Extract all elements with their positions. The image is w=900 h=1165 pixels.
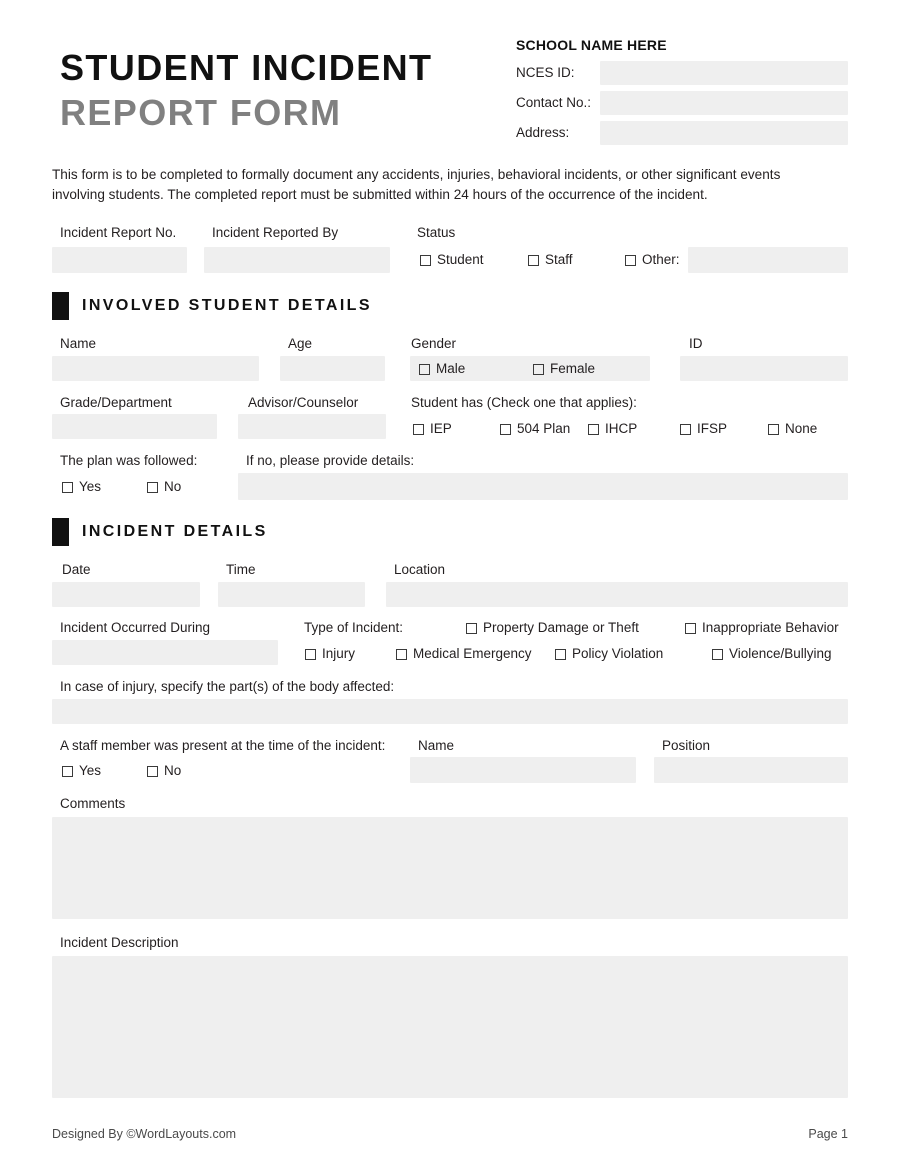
status-option-label: Student <box>437 252 484 267</box>
checkbox-icon <box>466 623 477 634</box>
checkbox-icon <box>419 364 430 375</box>
plan-followed-label: The plan was followed: <box>60 453 198 468</box>
status-other-field[interactable] <box>688 247 848 273</box>
incident-location-field[interactable] <box>386 582 848 607</box>
incident-type-option-label: Property Damage or Theft <box>483 620 639 635</box>
student-has-option-label: None <box>785 421 818 436</box>
gender-option-label: Male <box>436 361 466 376</box>
checkbox-icon <box>555 649 566 660</box>
checkbox-icon <box>420 255 431 266</box>
if-no-details-label: If no, please provide details: <box>246 453 415 468</box>
incident-time-label: Time <box>226 562 256 577</box>
status-option-label: Other: <box>642 252 680 267</box>
student-has-label: Student has (Check one that applies): <box>411 395 637 410</box>
incident-type-checkbox-inappropriate-behavior[interactable] <box>685 620 839 636</box>
checkbox-icon <box>533 364 544 375</box>
page-title-line1: STUDENT INCIDENT <box>60 47 433 88</box>
footer-designed-by: Designed By ©WordLayouts.com <box>52 1127 237 1141</box>
occurred-during-field[interactable] <box>52 640 278 665</box>
gender-checkbox-male[interactable] <box>419 361 465 377</box>
school-name-heading: SCHOOL NAME HERE <box>516 37 667 53</box>
plan-followed-checkbox-no[interactable] <box>147 479 181 495</box>
checkbox-icon <box>147 482 158 493</box>
page-title-line2: REPORT FORM <box>60 92 342 133</box>
incident-reported-by-label: Incident Reported By <box>212 225 339 240</box>
staff-present-option-label: No <box>164 763 182 778</box>
section-marker-bar-icon <box>52 292 69 320</box>
student-id-field[interactable] <box>680 356 848 381</box>
incident-type-checkbox-medical-emergency[interactable] <box>396 646 532 662</box>
section-marker-bar-icon <box>52 518 69 546</box>
type-of-incident-label: Type of Incident: <box>304 620 404 635</box>
staff-position-field[interactable] <box>654 757 848 783</box>
checkbox-icon <box>712 649 723 660</box>
status-checkbox-staff[interactable] <box>528 252 573 268</box>
checkbox-icon <box>413 424 424 435</box>
incident-type-option-label: Violence/Bullying <box>729 646 832 661</box>
grade-department-label: Grade/Department <box>60 395 172 410</box>
checkbox-icon <box>305 649 316 660</box>
incident-date-label: Date <box>62 562 91 577</box>
status-label: Status <box>417 225 456 240</box>
staff-present-checkbox-no[interactable] <box>147 763 181 779</box>
incident-type-checkbox-violence-bullying[interactable] <box>712 646 832 662</box>
if-no-details-field[interactable] <box>238 473 848 500</box>
checkbox-icon <box>625 255 636 266</box>
injury-body-part-field[interactable] <box>52 699 848 724</box>
student-name-field[interactable] <box>52 356 259 381</box>
section-heading-text: INCIDENT DETAILS <box>82 523 268 540</box>
incident-type-checkbox-injury[interactable] <box>305 646 355 662</box>
address-label: Address: <box>516 125 570 140</box>
incident-description-textarea[interactable] <box>52 956 848 1098</box>
incident-type-option-label: Medical Emergency <box>413 646 532 661</box>
checkbox-icon <box>685 623 696 634</box>
contact-no-field[interactable] <box>600 91 848 115</box>
contact-no-label: Contact No.: <box>516 95 592 110</box>
status-checkbox-other[interactable] <box>625 252 680 268</box>
incident-description-label: Incident Description <box>60 935 179 950</box>
checkbox-icon <box>588 424 599 435</box>
student-has-option-label: IFSP <box>697 421 728 436</box>
incident-type-option-label: Injury <box>322 646 356 661</box>
student-has-option-label: 504 Plan <box>517 421 571 436</box>
address-field[interactable] <box>600 121 848 145</box>
advisor-counselor-label: Advisor/Counselor <box>248 395 359 410</box>
student-has-option-label: IHCP <box>605 421 638 436</box>
incident-report-no-label: Incident Report No. <box>60 225 177 240</box>
grade-department-field[interactable] <box>52 414 217 439</box>
staff-present-label: A staff member was present at the time of the incident: <box>60 738 386 753</box>
injury-body-part-label: In case of injury, specify the part(s) of the body affected: <box>60 679 395 694</box>
student-has-checkbox-504-plan[interactable] <box>500 421 570 437</box>
checkbox-icon <box>680 424 691 435</box>
incident-type-option-label: Policy Violation <box>572 646 664 661</box>
staff-name-label: Name <box>418 738 455 753</box>
checkbox-icon <box>396 649 407 660</box>
checkbox-icon <box>147 766 158 777</box>
section-header-involved-student-details <box>52 292 372 320</box>
advisor-counselor-field[interactable] <box>238 414 386 439</box>
student-has-checkbox-ifsp[interactable] <box>680 421 727 437</box>
gender-option-label: Female <box>550 361 596 376</box>
occurred-during-label: Incident Occurred During <box>60 620 211 635</box>
checkbox-icon <box>500 424 511 435</box>
incident-type-option-label: Inappropriate Behavior <box>702 620 839 635</box>
section-header-incident-details <box>52 518 268 546</box>
student-id-label: ID <box>689 336 703 351</box>
incident-type-checkbox-property-damage-or-theft[interactable] <box>466 620 639 636</box>
incident-type-checkbox-policy-violation[interactable] <box>555 646 663 662</box>
student-has-option-label: IEP <box>430 421 452 436</box>
section-heading-text: INVOLVED STUDENT DETAILS <box>82 297 372 314</box>
checkbox-icon <box>62 766 73 777</box>
intro-paragraph: This form is to be completed to formally document any accidents, injuries, behavioral incidents, or other significant events involving students. The completed report must be submitted within 24 hours of the occurrence of the incident. <box>52 167 781 202</box>
comments-textarea[interactable] <box>52 817 848 919</box>
comments-label: Comments <box>60 796 126 811</box>
staff-present-checkbox-yes[interactable] <box>62 763 101 779</box>
status-checkbox-student[interactable] <box>420 252 484 268</box>
staff-position-label: Position <box>662 738 711 753</box>
student-has-checkbox-ihcp[interactable] <box>588 421 637 437</box>
incident-report-no-field[interactable] <box>52 247 187 273</box>
plan-followed-option-label: No <box>164 479 182 494</box>
incident-time-field[interactable] <box>218 582 365 607</box>
student-has-checkbox-none[interactable] <box>768 421 817 437</box>
incident-reported-by-field[interactable] <box>204 247 390 273</box>
nces-id-field[interactable] <box>600 61 848 85</box>
student-age-label: Age <box>288 336 313 351</box>
staff-present-option-label: Yes <box>79 763 102 778</box>
checkbox-icon <box>768 424 779 435</box>
incident-date-field[interactable] <box>52 582 200 607</box>
checkbox-icon <box>62 482 73 493</box>
footer-page-number: Page 1 <box>808 1127 848 1141</box>
staff-name-field[interactable] <box>410 757 636 783</box>
student-has-checkbox-iep[interactable] <box>413 421 452 437</box>
status-option-label: Staff <box>545 252 573 267</box>
student-name-label: Name <box>60 336 97 351</box>
student-gender-label: Gender <box>411 336 457 351</box>
gender-checkbox-female[interactable] <box>533 361 595 377</box>
plan-followed-checkbox-yes[interactable] <box>62 479 101 495</box>
plan-followed-option-label: Yes <box>79 479 102 494</box>
nces-id-label: NCES ID: <box>516 65 575 80</box>
student-age-field[interactable] <box>280 356 385 381</box>
incident-location-label: Location <box>394 562 446 577</box>
checkbox-icon <box>528 255 539 266</box>
